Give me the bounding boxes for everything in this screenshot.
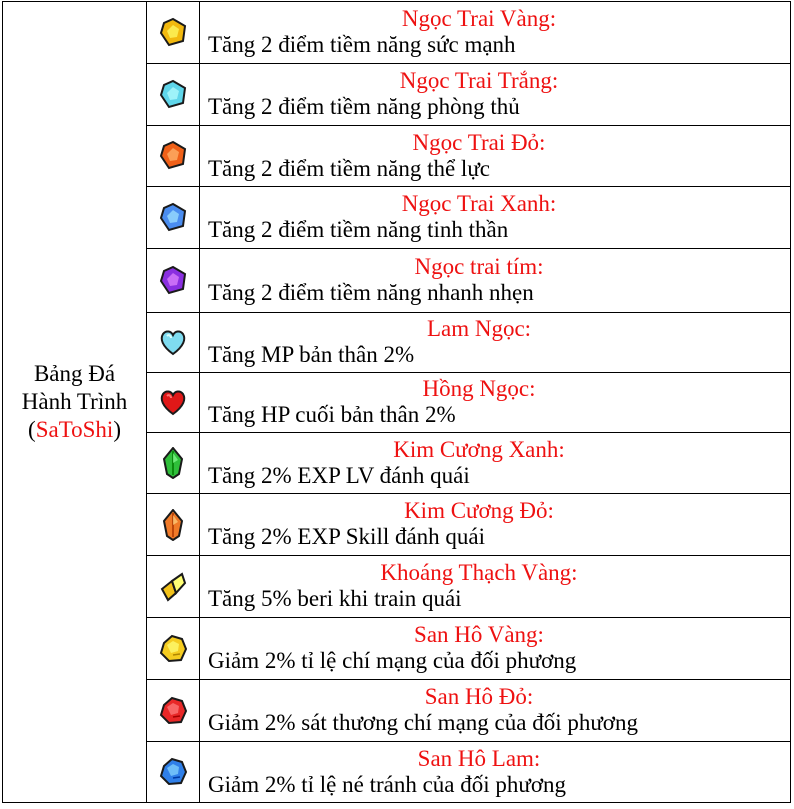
gem-name: Ngọc Trai Trắng:	[399, 68, 559, 93]
author-name: SaToShi	[35, 417, 114, 442]
gem-effect: Tăng 5% beri khi train quái	[208, 586, 462, 611]
gem-effect: Tăng 2 điểm tiềm năng phòng thủ	[208, 94, 520, 119]
category-title-line1: Bảng Đá	[33, 361, 116, 386]
gold-ore-icon	[147, 571, 199, 603]
icon-cell	[147, 742, 200, 803]
gem-effect: Tăng 2 điểm tiềm năng thể lực	[208, 155, 490, 181]
icon-cell	[147, 2, 200, 64]
gem-name: Lam Ngọc:	[426, 316, 532, 341]
description-cell	[200, 313, 791, 373]
gem-name: Hồng Ngọc:	[422, 376, 536, 401]
description-cell	[200, 373, 791, 433]
gem-name: Kim Cương Xanh:	[393, 436, 565, 462]
description-cell	[200, 64, 791, 126]
icon-cell	[147, 494, 200, 556]
description-cell	[200, 249, 791, 313]
gem-effect: Giảm 2% tỉ lệ chí mạng của đối phương	[208, 648, 577, 673]
purple-pearl-icon	[147, 265, 199, 297]
category-author	[3, 416, 146, 444]
gem-name: San Hô Đỏ:	[424, 684, 534, 709]
icon-cell	[147, 373, 200, 433]
paren-close: )	[113, 417, 121, 442]
gem-name: San Hô Lam:	[417, 745, 541, 771]
gem-name: Ngọc Trai Vàng:	[401, 6, 557, 31]
gem-effect: Tăng 2% EXP Skill đánh quái	[208, 524, 486, 549]
description-cell	[200, 126, 791, 187]
gem-name: Ngọc trai tím:	[414, 254, 544, 279]
gem-effect: Tăng 2 điểm tiềm năng tinh thần	[208, 217, 509, 242]
green-diamond-icon	[147, 447, 199, 479]
description-cell	[200, 2, 791, 64]
red-pearl-icon	[147, 140, 199, 172]
icon-cell	[147, 433, 200, 494]
gem-effect: Giảm 2% sát thương chí mạng của đối phương	[208, 710, 638, 735]
red-coral-icon	[147, 695, 199, 727]
gem-name: Khoáng Thạch Vàng:	[380, 560, 578, 585]
description-cell	[200, 680, 791, 742]
icon-cell	[147, 249, 200, 313]
gem-effect: Tăng 2 điểm tiềm năng nhanh nhẹn	[208, 280, 534, 305]
gem-effect: Tăng 2 điểm tiềm năng sức mạnh	[208, 32, 516, 57]
table-row	[3, 2, 791, 64]
blue-pearl-icon	[147, 202, 199, 234]
gem-effect: Tăng 2% EXP LV đánh quái	[208, 462, 470, 488]
description-cell	[200, 556, 791, 618]
category-cell	[3, 2, 147, 803]
icon-cell	[147, 64, 200, 126]
yellow-pearl-icon	[147, 17, 199, 49]
icon-cell	[147, 313, 200, 373]
white-pearl-icon	[147, 79, 199, 111]
sapphire-heart-icon	[147, 327, 199, 359]
description-cell	[200, 742, 791, 803]
description-cell	[200, 433, 791, 494]
gem-effect: Tăng HP cuối bản thân 2%	[208, 402, 456, 427]
gem-effect: Tăng MP bản thân 2%	[208, 342, 415, 367]
gem-name: Ngọc Trai Xanh:	[401, 191, 557, 216]
icon-cell	[147, 556, 200, 618]
icon-cell	[147, 680, 200, 742]
description-cell	[200, 494, 791, 556]
blue-coral-icon	[147, 756, 199, 788]
orange-diamond-icon	[147, 509, 199, 541]
gem-table	[2, 1, 791, 803]
gem-effect: Giảm 2% tỉ lệ né tránh của đối phương	[208, 771, 567, 797]
icon-cell	[147, 618, 200, 680]
description-cell	[200, 618, 791, 680]
yellow-coral-icon	[147, 633, 199, 665]
gem-name: San Hô Vàng:	[414, 622, 544, 647]
icon-cell	[147, 187, 200, 249]
gem-name: Kim Cương Đỏ:	[404, 498, 554, 523]
description-cell	[200, 187, 791, 249]
category-title-line2: Hành Trình	[21, 389, 128, 414]
ruby-heart-icon	[147, 387, 199, 419]
gem-name: Ngọc Trai Đỏ:	[412, 129, 546, 155]
paren-open: (	[28, 417, 36, 442]
icon-cell	[147, 126, 200, 187]
